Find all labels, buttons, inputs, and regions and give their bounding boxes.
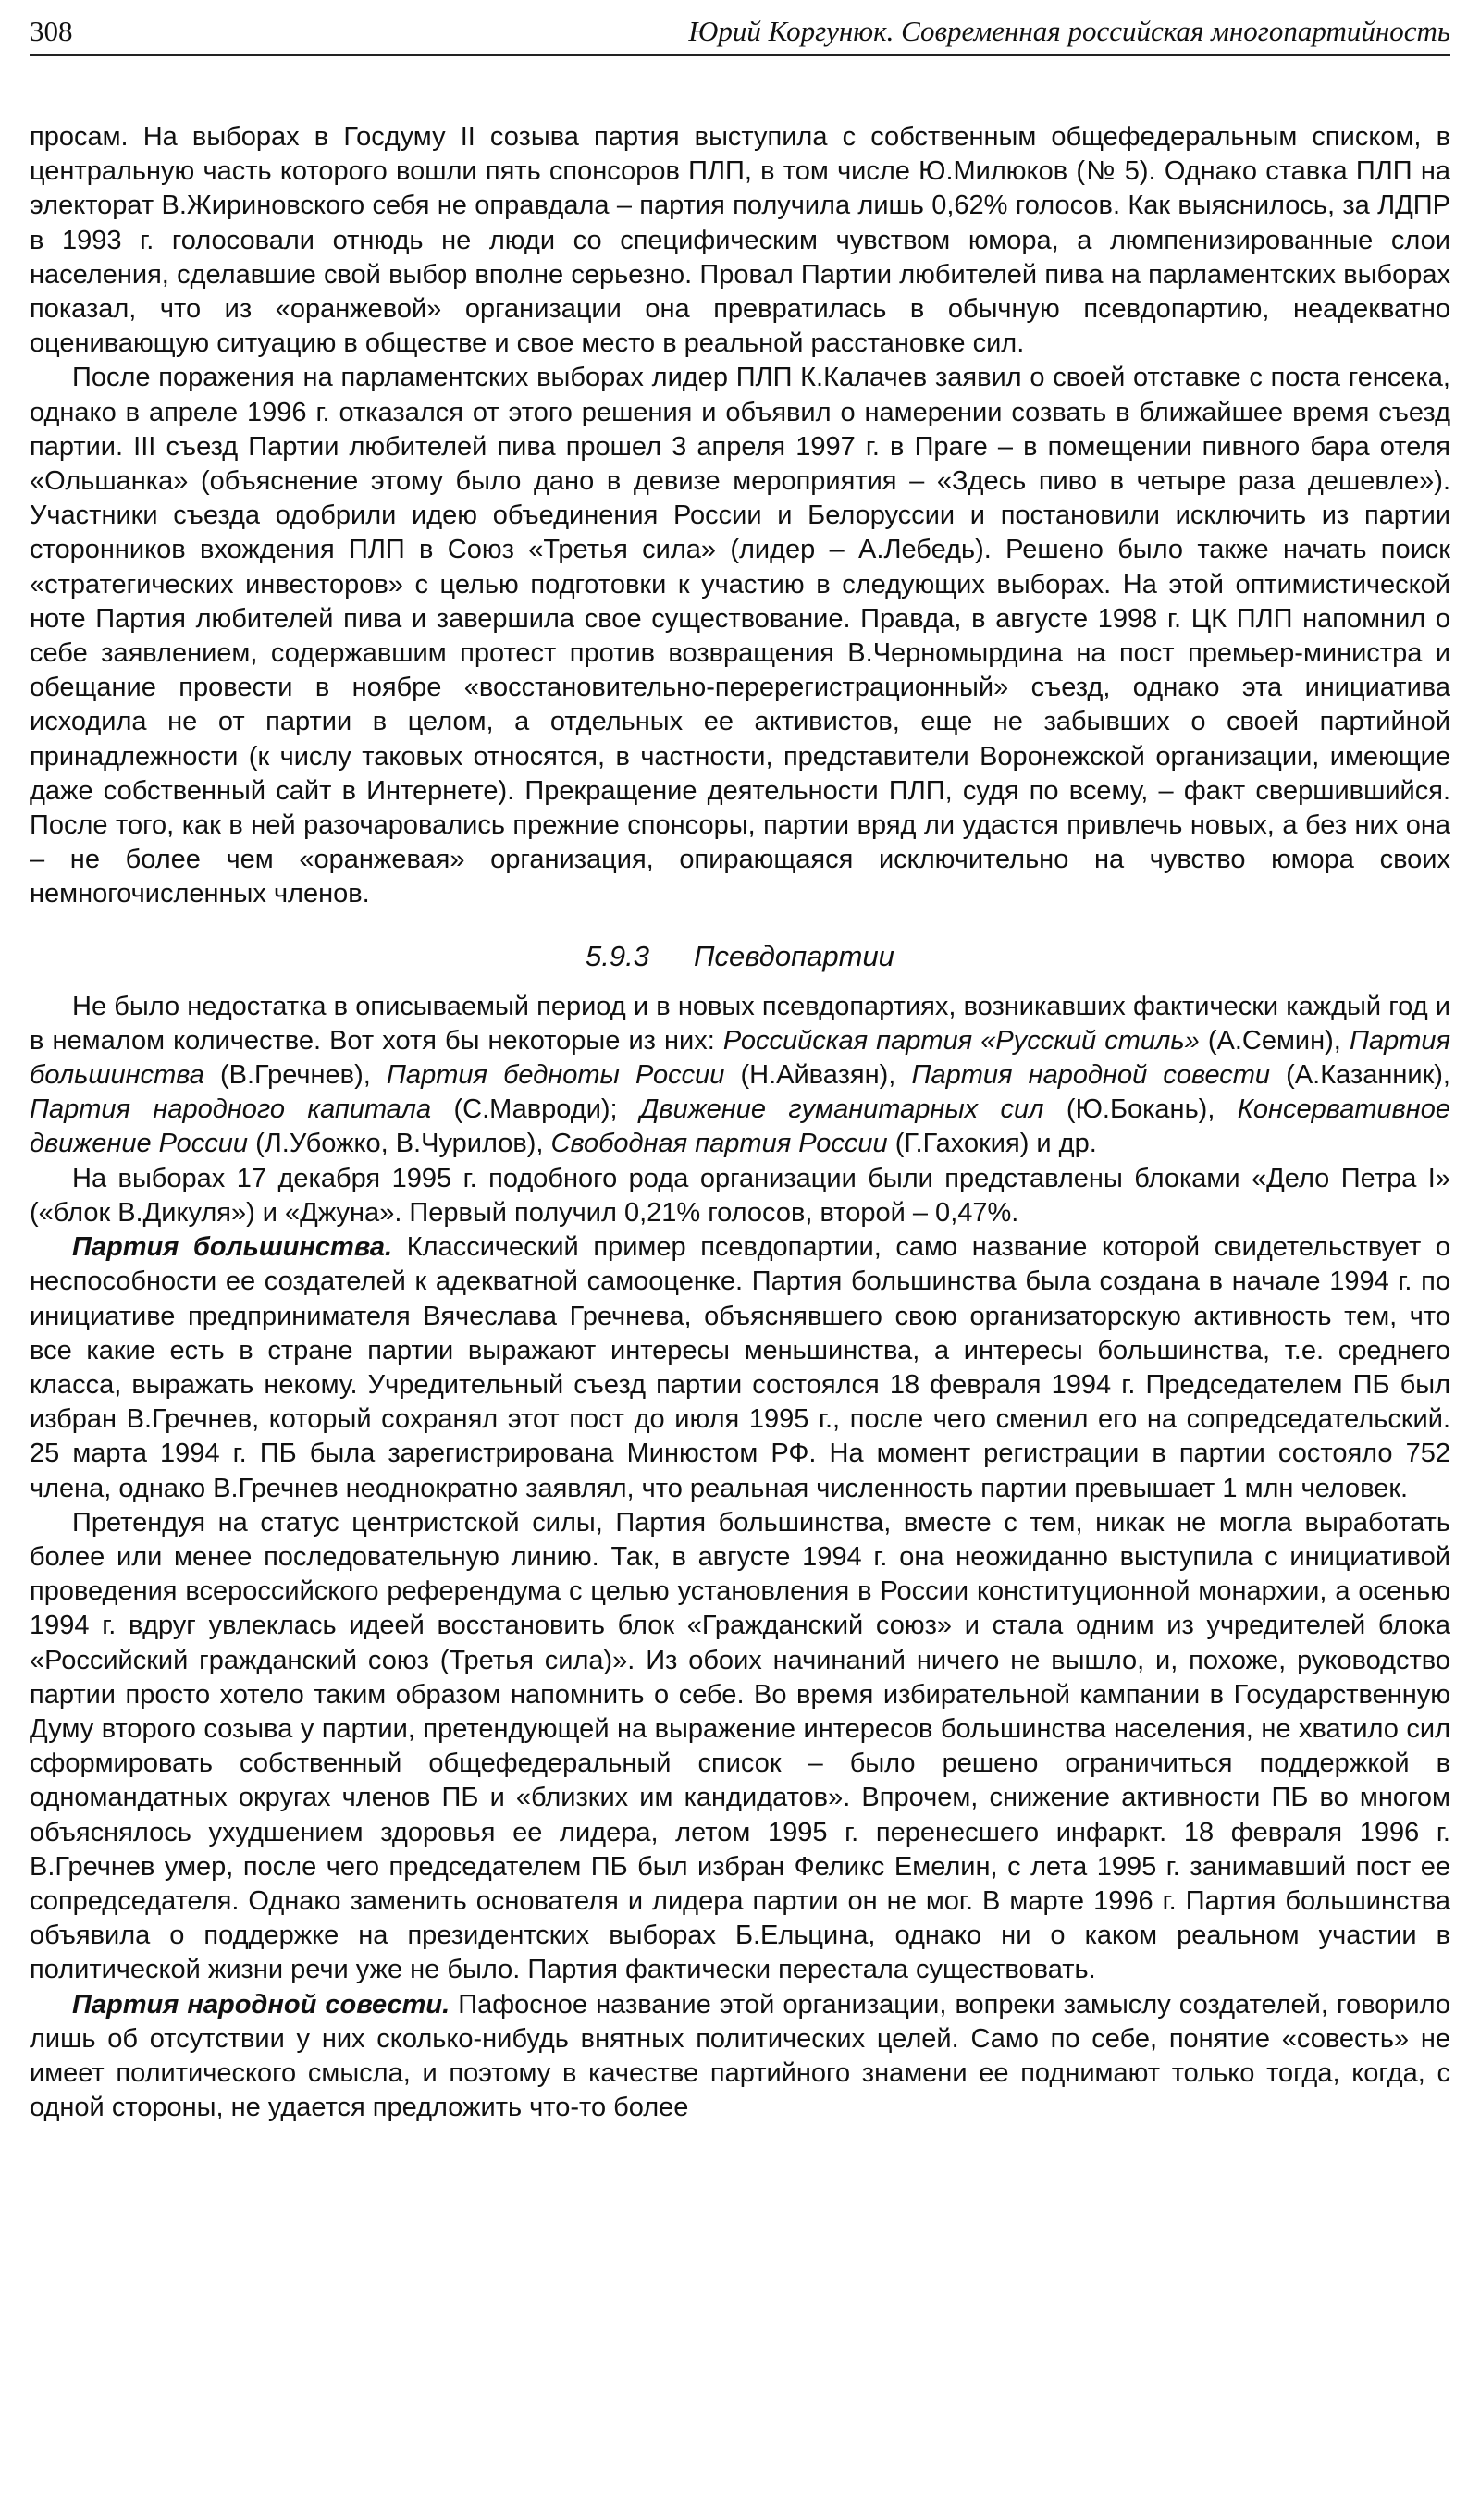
section-heading	[30, 938, 1450, 975]
party-name: Свободная партия России	[550, 1129, 888, 1159]
paragraph: На выборах 17 декабря 1995 г. подобного рода организации были представлены блоками «Дело Петра I» («блок В.Дикуля») и «Джуна». Первый получил 0,21% голосов, второй – 0,47%.	[30, 1163, 1450, 1228]
paragraph-conscience-party: Партия народной совести. Пафосное название этой организации, вопреки замыслу создателей, говорило лишь об отсутствии у них сколько-нибудь внятных политических целей. Само по себе, понятие «совесть» не имеет политического смысла, и поэтому в качестве партийного знамени ее поднимают только тогда, когда, с одной стороны, не удается предложить что-то более	[30, 1989, 1450, 2123]
party-name: Консервативное движение России	[30, 1094, 1450, 1159]
paragraph: Претендуя на статус центристской силы, Партия большинства, вместе с тем, никак не могла выработать более или менее последовательную линию. Так, в августе 1994 г. она неожиданно выступила с инициативой проведения всероссийского референдума с целью установления в России конституционной монархии, а осенью 1994 г. вдруг увлеклась идеей восстановить блок «Гражданский союз» и стала одним из учредителей блока «Российский гражданский союз (Третья сила)». Из обоих начинаний ничего не вышло, и, похоже, руководство партии просто хотело таким образом напомнить о себе. Во время избирательной кампании в Государственную Думу второго созыва у партии, претендующей на выражение интересов большинства населения, не хватило сил сформировать собственный общефедеральный список – было решено ограничиться поддержкой в одномандатных округах членов ПБ и «близких им кандидатов». Впрочем, снижение активности ПБ во многом объяснялось ухудшением здоровья ее лидера, летом 1995 г. перенесшего инфаркт. 18 февраля 1996 г. В.Гречнев умер, после чего председателем ПБ был избран Феликс Емелин, с лета 1995 г. занимавший пост ее сопредседателя. Однако заменить основателя и лидера партии он не мог. В марте 1996 г. Партия большинства объявила о поддержке на президентских выборах Б.Ельцина, однако ни о каком реальном участии в политической жизни речи уже не было. Партия фактически перестала существовать.	[30, 1507, 1450, 1985]
section-title: Псевдопартии	[694, 939, 894, 972]
paragraph: После поражения на парламентских выборах лидер ПЛП К.Калачев заявил о своей отставке с поста генсека, однако в апреле 1996 г. отказался от этого решения и объявил о намерении созвать в ближайшее время съезд партии. III съезд Партии любителей пива прошел 3 апреля 1997 г. в Праге – в помещении пивного бара отеля «Ольшанка» (объяснение этому было дано в девизе мероприятия – «Здесь пиво в четыре раза дешевле»). Участники съезда одобрили идею объединения России и Белоруссии и постановили исключить из партии сторонников вхождения ПЛП в Союз «Третья сила» (лидер – А.Лебедь). Решено было также начать поиск «стратегических инвесторов» с целью подготовки к участию в следующих выборах. На этой оптимистической ноте Партия любителей пива и завершила свое существование. Правда, в августе 1998 г. ЦК ПЛП напомнил о себе заявлением, содержавшим протест против возвращения В.Черномырдина на пост премьер-министра и обещание провести в ноябре «восстановительно-перерегистрационный» съезд, однако эта инициатива исходила не от партии в целом, а отдельных ее активистов, еще не забывших о своей партийной принадлежности (к числу таковых относятся, в частности, представители Воронежской организации, имеющие даже собственный сайт в Интернете). Прекращение деятельности ПЛП, судя по всему, – факт свершившийся. После того, как в ней разочаровались прежние спонсоры, партии вряд ли удастся привлечь новых, а без них она – не более чем «оранжевая» организация, опирающаяся исключительно на чувство юмора своих немногочисленных членов.	[30, 363, 1450, 909]
paragraph-majority-party: Партия большинства. Классический пример псевдопартии, само название которой свидетельствует о неспособности ее создателей к адекватной самооценке. Партия большинства была создана в начале 1994 г. по инициативе предпринимателя Вячеслава Гречнева, объяснявшего свою организаторскую активность тем, что все какие есть в стране партии выражают интересы меньшинства, а интересы большинства, т.е. среднего класса, выражать некому. Учредительный съезд партии состоялся 18 февраля 1994 г. Председателем ПБ был избран В.Гречнев, который сохранял этот пост до июля 1995 г., после чего сменил его на сопредседательский. 25 марта 1994 г. ПБ была зарегистрирована Минюстом РФ. На момент регистрации в партии состояло 752 члена, однако В.Гречнев неоднократно заявлял, что реальная численность партии превышает 1 млн человек.	[30, 1232, 1450, 1503]
paragraph-continued: просам. На выборах в Госдуму II созыва партия выступила с собственным общефедеральным списком, в центральную часть которого вошли пять спонсоров ПЛП, в том числе Ю.Милюков (№ 5). Однако ставка ПЛП на электорат В.Жириновского себя не оправдала – партия получила лишь 0,62% голосов. Как выяснилось, за ЛДПР в 1993 г. голосовали отнюдь не люди со специфическим чувством юмора, а люмпенизированные слои населения, сделавшие свой выбор вполне серьезно. Провал Партии любителей пива на парламентских выборах показал, что из «оранжевой» организации она превратилась в обычную псевдопартию, неадекватно оценивающую ситуацию в обществе и свое место в реальной расстановке сил.	[30, 122, 1450, 359]
section-number: 5.9.3	[586, 939, 649, 972]
page-number: 308	[30, 15, 73, 47]
party-name: Российская партия «Русский стиль»	[722, 1025, 1200, 1056]
page-body	[30, 120, 1450, 2125]
party-name: Партия большинства	[30, 1025, 1450, 1091]
page-header	[30, 11, 1450, 56]
party-name: Партия народной совести	[911, 1060, 1271, 1091]
party-name: Движение гуманитарных сил	[640, 1094, 1044, 1125]
run-in-heading: Партия народной совести.	[72, 1989, 450, 2020]
party-name: Партия бедноты России	[386, 1060, 725, 1091]
party-name: Партия народного капитала	[30, 1094, 432, 1125]
book-page	[30, 0, 1450, 2520]
running-title: Юрий Коргунюк. Современная российская многопартийность	[688, 15, 1450, 47]
paragraph-party-list: Не было недостатка в описываемый период и в новых псевдопартиях, возникавших фактически каждый год и в немалом количестве. Вот хотя бы некоторые из них: Российская партия «Русский стиль» (А.Семин), Партия большинства (В.Гречнев), Партия бедноты России (Н.Айвазян), Партия народной совести (А.Казанник), Партия народного капитала (С.Мавроди); Движение гуманитарных сил (Ю.Бокань), Консервативное движение России (Л.Убожко, В.Чурилов), Свободная партия России (Г.Гахокия) и др.	[30, 991, 1450, 1159]
run-in-heading: Партия большинства.	[72, 1232, 393, 1263]
